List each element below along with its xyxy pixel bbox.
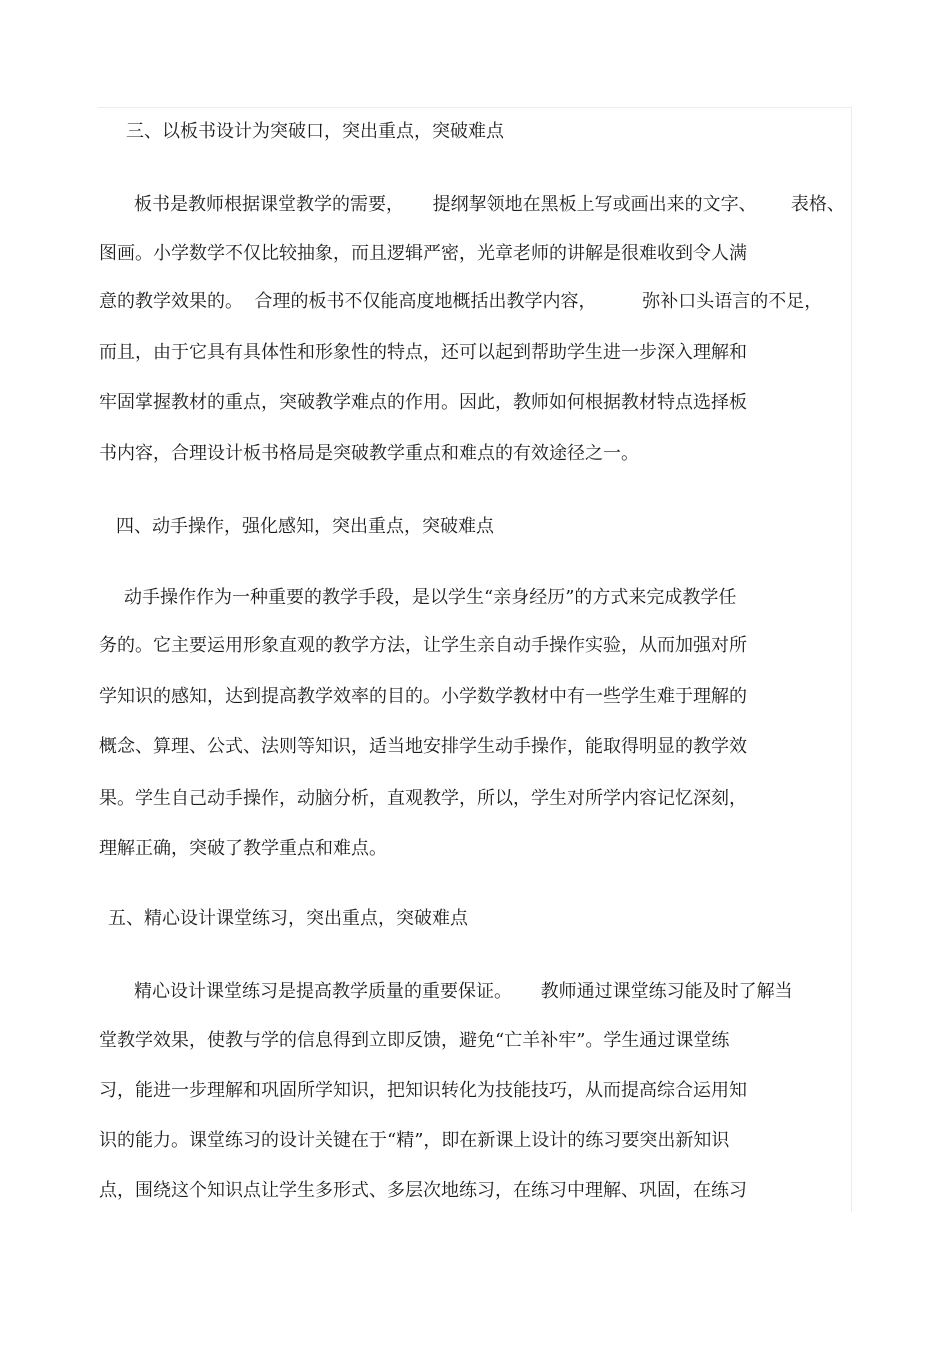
page-frame-top-rule (98, 107, 852, 108)
section-3-line-5: 牢固掌握教材的重点，突破教学难点的作用。因此，教师如何根据教材特点选择板 (99, 392, 747, 413)
section-5-line-3: 习，能进一步理解和巩固所学知识，把知识转化为技能技巧，从而提高综合运用知 (99, 1080, 747, 1101)
section-3-line-6: 书内容，合理设计板书格局是突破教学重点和难点的有效途径之一。 (99, 443, 639, 464)
section-5-line-2: 堂教学效果，使教与学的信息得到立即反馈，避免“亡羊补牢”。学生通过课堂练 (99, 1030, 730, 1051)
section-4-line-2: 务的。它主要运用形象直观的教学方法，让学生亲自动手操作实验，从而加强对所 (99, 635, 747, 656)
section-4-line-6: 理解正确，突破了教学重点和难点。 (99, 838, 387, 859)
section-3-line-1: 板书是教师根据课堂教学的需要， 提纲挈领地在黑板上写或画出来的文字、 表格、 (134, 194, 845, 215)
section-4-line-4: 概念、算理、公式、法则等知识，适当地安排学生动手操作，能取得明显的教学效 (99, 736, 747, 757)
section-3-line-4: 而且，由于它具有具体性和形象性的特点，还可以起到帮助学生进一步深入理解和 (99, 342, 747, 363)
section-4-line-3: 学知识的感知，达到提高教学效率的目的。小学数学教材中有一些学生难于理解的 (99, 686, 747, 707)
section-5-line-5: 点，围绕这个知识点让学生多形式、多层次地练习，在练习中理解、巩固，在练习 (99, 1180, 747, 1201)
section-3-line-2: 图画。小学数学不仅比较抽象，而且逻辑严密，光章老师的讲解是很难收到令人满 (99, 243, 747, 264)
section-4-heading: 四、动手操作，强化感知，突出重点，突破难点 (116, 516, 494, 537)
page-frame-right-rule (851, 107, 852, 1212)
section-3-line-3: 意的教学效果的。 合理的板书不仅能高度地概括出教学内容， 弥补口头语言的不足， (99, 291, 823, 312)
section-3-heading: 三、以板书设计为突破口，突出重点，突破难点 (126, 121, 504, 142)
section-5-line-1: 精心设计课堂练习是提高教学质量的重要保证。 教师通过课堂练习能及时了解当 (134, 981, 793, 1002)
section-4-line-1: 动手操作作为一种重要的教学手段，是以学生“亲身经历”的方式来完成教学任 (124, 587, 737, 608)
section-4-line-5: 果。学生自己动手操作，动脑分析，直观教学，所以，学生对所学内容记忆深刻， (99, 788, 747, 809)
section-5-heading: 五、精心设计课堂练习，突出重点，突破难点 (108, 908, 468, 929)
section-5-line-4: 识的能力。课堂练习的设计关键在于“精”，即在新课上设计的练习要突出新知识 (99, 1130, 730, 1151)
